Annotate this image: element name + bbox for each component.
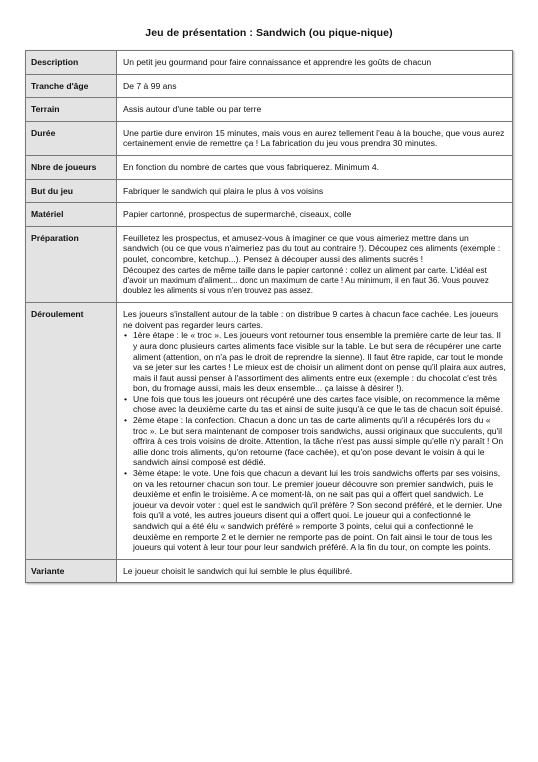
- row-value-terrain: Assis autour d'une table ou par terre: [117, 98, 513, 122]
- row-value-variante: Le joueur choisit le sandwich qui lui semble le plus équilibré.: [117, 559, 513, 583]
- row-joueurs: [26, 155, 513, 179]
- list-item: • 3ème étape: le vote. Une fois que chacun a devant lui les trois sandwichs offerts par ses voisins, on va les retourner chacun son tour. Le premier joueur découvre son premier sandwich, puis le deuxième et enfin le troisième. A ce moment-là, on ne sait pas qui a offert quel sandwich. Le joueur va devoir voter : quel est le sandwich qu'il préfère ? Son second préféré, et le dernier. Une fois qu'il a voté, les autres joueurs disent qui a offert quoi. Le joueur qui a confectionné le sandwich qui a été élu « sandwich préféré » remporte 3 points, celui qui a confectionné le deuxième en remporte 2 et le dernier ne remporte pas de point. On fait ainsi le tour de tous les joueurs qui votent à leur tour pour leur sandwich préféré. A la fin du tour, on compte les points.: [133, 468, 506, 553]
- game-sheet-table: [25, 50, 513, 583]
- deroulement-steps-list: [123, 330, 506, 552]
- row-label-description: Description: [26, 51, 117, 75]
- row-label-but: But du jeu: [26, 179, 117, 203]
- preparation-paragraph-1: Feuilletez les prospectus, et amusez-vous à imaginer ce que vous aimeriez mettre dans un sandwich (ou ce que vous n'aimeriez pas du tout au contraire !). Découpez ces aliments (exemple : poulet, concombre, ketchup...). Pensez à découper aussi des aliments sucrés !: [123, 232, 501, 264]
- row-deroulement: [26, 303, 513, 560]
- row-label-duree: Durée: [26, 121, 117, 155]
- row-but: [26, 179, 513, 203]
- row-label-variante: Variante: [26, 559, 117, 583]
- row-value-materiel: Papier cartonné, prospectus de supermarché, ciseaux, colle: [117, 203, 513, 227]
- row-value-age: De 7 à 99 ans: [117, 74, 513, 98]
- row-preparation: [26, 226, 513, 302]
- row-value-description: Un petit jeu gourmand pour faire connaissance et apprendre les goûts de chacun: [117, 51, 513, 75]
- row-label-terrain: Terrain: [26, 98, 117, 122]
- row-terrain: [26, 98, 513, 122]
- row-age: [26, 74, 513, 98]
- list-item: • 2ème étape : la confection. Chacun a donc un tas de carte aliments qu'il a récupérés lors du « troc ». Le but sera maintenant de composer trois sandwichs, aussi originaux que succulents, qu'il offrira à ces trois voisins de droite. Attention, la tâche n'est pas aussi simple qu'elle n'y paraît ! On allie donc trois aliments, qu'on retourne (face cachée), et qu'on pose devant le voisin à qui le sandwich ainsi composé est dédié.: [133, 415, 506, 468]
- preparation-paragraph-2: Découpez des cartes de même taille dans le papier cartonné : collez un aliment par carte. L'idéal est d'avoir un maximum d'aliment... donc un maximum de carte ! Au minimum, il en faut 36. Vous pouvez doublez les aliments si vous n'en trouvez pas assez.: [123, 265, 489, 295]
- row-materiel: [26, 203, 513, 227]
- list-item: • 1ère étape : le « troc ». Les joueurs vont retourner tous ensemble la première carte de leur tas. Il y aura donc plusieurs cartes aliments face visible sur la table. Le but sera de récupérer une carte aliment (attention, on n'a pas le droit de reprendre la sienne). Il faut être rapide, car tout le monde va se jeter sur les cartes ! Le mieux est de choisir un aliment dont on pense qu'il plaira aux autres, mais il faut aussi penser à l'assortiment des aliments entre eux (exemple : du chocolat c'est très bon, du fromage aussi, mais les deux ensemble... ça laisse à désirer !).: [133, 330, 506, 394]
- row-label-deroulement: Déroulement: [26, 303, 117, 560]
- deroulement-intro: Les joueurs s'installent autour de la table : on distribue 9 cartes à chacun face cachée. Les joueurs ne doivent pas regarder leurs cartes.: [123, 309, 499, 330]
- row-value-joueurs: En fonction du nombre de cartes que vous fabriquerez. Minimum 4.: [117, 155, 513, 179]
- row-description: [26, 51, 513, 75]
- row-value-preparation: [117, 226, 513, 302]
- row-value-duree: Une partie dure environ 15 minutes, mais vous en aurez tellement l'eau à la bouche, que vous aurez certainement envie de remettre ça ! La fabrication du jeu vous prendra 30 minutes.: [117, 121, 513, 155]
- row-label-age: Tranche d'âge: [26, 74, 117, 98]
- row-label-materiel: Matériel: [26, 203, 117, 227]
- row-value-but: Fabriquer le sandwich qui plaira le plus à vos voisins: [117, 179, 513, 203]
- row-duree: [26, 121, 513, 155]
- row-label-preparation: Préparation: [26, 226, 117, 302]
- row-label-joueurs: Nbre de joueurs: [26, 155, 117, 179]
- row-variante: [26, 559, 513, 583]
- page-title: Jeu de présentation : Sandwich (ou pique-nique): [145, 27, 393, 39]
- row-value-deroulement: [117, 303, 513, 560]
- list-item: • Une fois que tous les joueurs ont récupéré une des cartes face visible, on recommence la même chose avec la deuxième carte du tas et ainsi de suite jusqu'à ce que le tas de chacun soit épuisé.: [133, 394, 506, 415]
